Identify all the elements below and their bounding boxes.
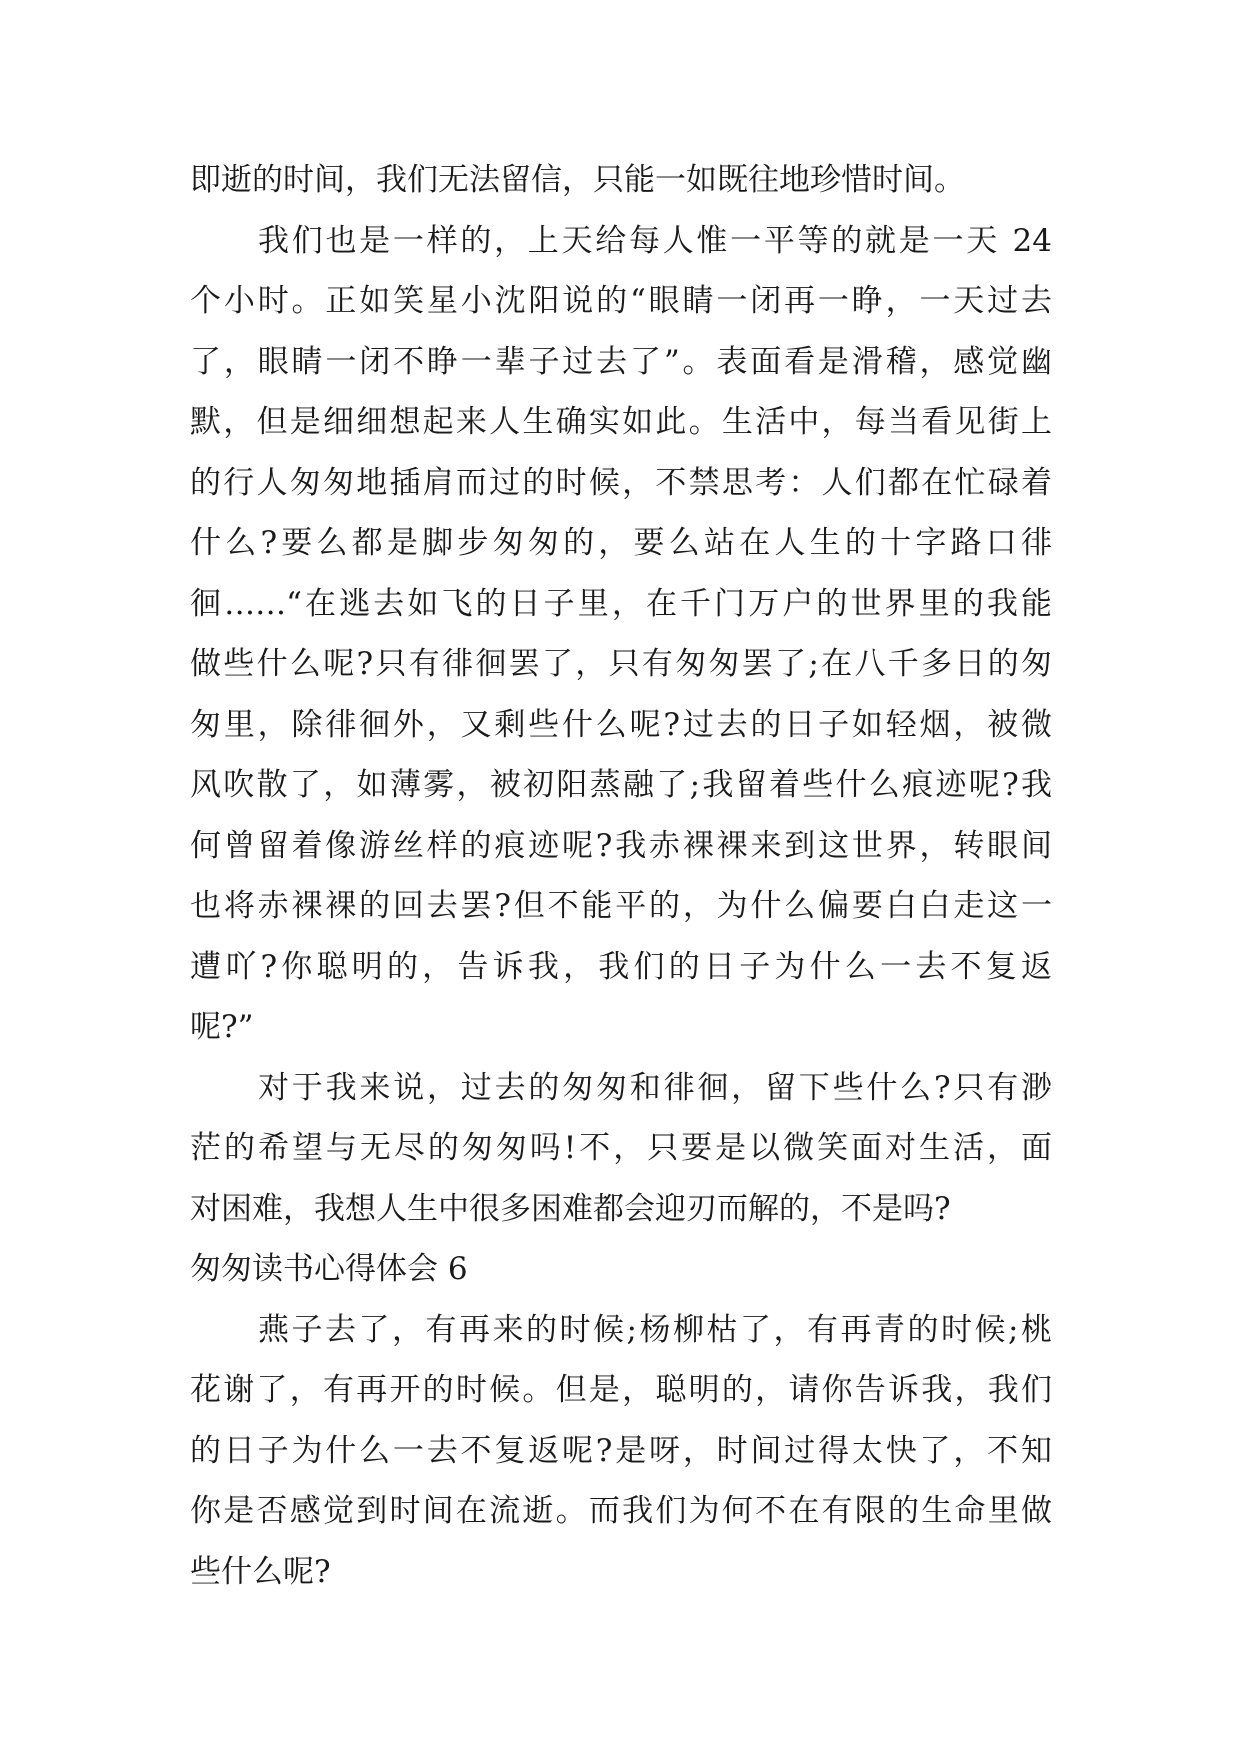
- text-line: 茫的希望与无尽的匆匆吗!不，只要是以微笑面对生活，面: [190, 1130, 1052, 1166]
- text-line: 对困难，我想人生中很多困难都会迎刃而解的，不是吗?: [190, 1190, 951, 1227]
- paragraph-4: [190, 1300, 1052, 1603]
- text-line: 默，但是细细想起来人生确实如此。生活中，每当看见街上: [190, 404, 1052, 440]
- text-line: 呢?”: [190, 1009, 254, 1045]
- text-line: 了，眼睛一闭不睁一辈子过去了”。表面看是滑稽，感觉幽: [190, 343, 1052, 380]
- text-line: 些什么呢?: [190, 1553, 331, 1590]
- paragraph-1: [190, 150, 1052, 211]
- text-line: 即逝的时间，我们无法留信，只能一如既往地珍惜时间。: [190, 162, 965, 198]
- document-body: [190, 150, 1052, 1602]
- text-line: 风吹散了，如薄雾，被初阳蒸融了;我留着些什么痕迹呢?我: [190, 767, 1052, 803]
- text-line: 也将赤裸裸的回去罢?但不能平的，为什么偏要白白走这一: [190, 888, 1052, 924]
- text-line: 做些什么呢?只有徘徊罢了，只有匆匆罢了;在八千多日的匆: [190, 646, 1052, 682]
- text-line: 什么?要么都是脚步匆匆的，要么站在人生的十字路口徘: [190, 525, 1052, 561]
- paragraph-2: [190, 211, 1052, 1058]
- text-line: 的日子为什么一去不复返呢?是呀，时间过得太快了，不知: [190, 1432, 1052, 1469]
- text-line: 花谢了，有再开的时候。但是，聪明的，请你告诉我，我们: [190, 1372, 1052, 1408]
- text-line: 你是否感觉到时间在流逝。而我们为何不在有限的生命里做: [190, 1493, 1052, 1529]
- text-line: 遭吖?你聪明的，告诉我，我们的日子为什么一去不复返: [190, 948, 1052, 985]
- paragraph-3: [190, 1058, 1052, 1240]
- section-heading: 匆匆读书心得体会 6: [190, 1251, 468, 1287]
- text-line: 我们也是一样的，上天给每人惟一平等的就是一天 24: [258, 222, 1052, 259]
- text-line: 何曾留着像游丝样的痕迹呢?我赤裸裸来到这世界，转眼间: [190, 827, 1052, 864]
- text-line: 匆里，除徘徊外，又剩些什么呢?过去的日子如轻烟，被微: [190, 706, 1052, 743]
- text-line: 的行人匆匆地插肩而过的时候，不禁思考：人们都在忙碌着: [190, 464, 1052, 501]
- text-line: 燕子去了，有再来的时候;杨柳枯了，有再青的时候;桃: [258, 1311, 1052, 1348]
- text-line: 个小时。正如笑星小沈阳说的“眼睛一闭再一睁，一天过去: [190, 283, 1052, 319]
- text-line: 徊……“在逃去如飞的日子里，在千门万户的世界里的我能: [190, 585, 1052, 622]
- text-line: 对于我来说，过去的匆匆和徘徊，留下些什么?只有渺: [258, 1069, 1052, 1106]
